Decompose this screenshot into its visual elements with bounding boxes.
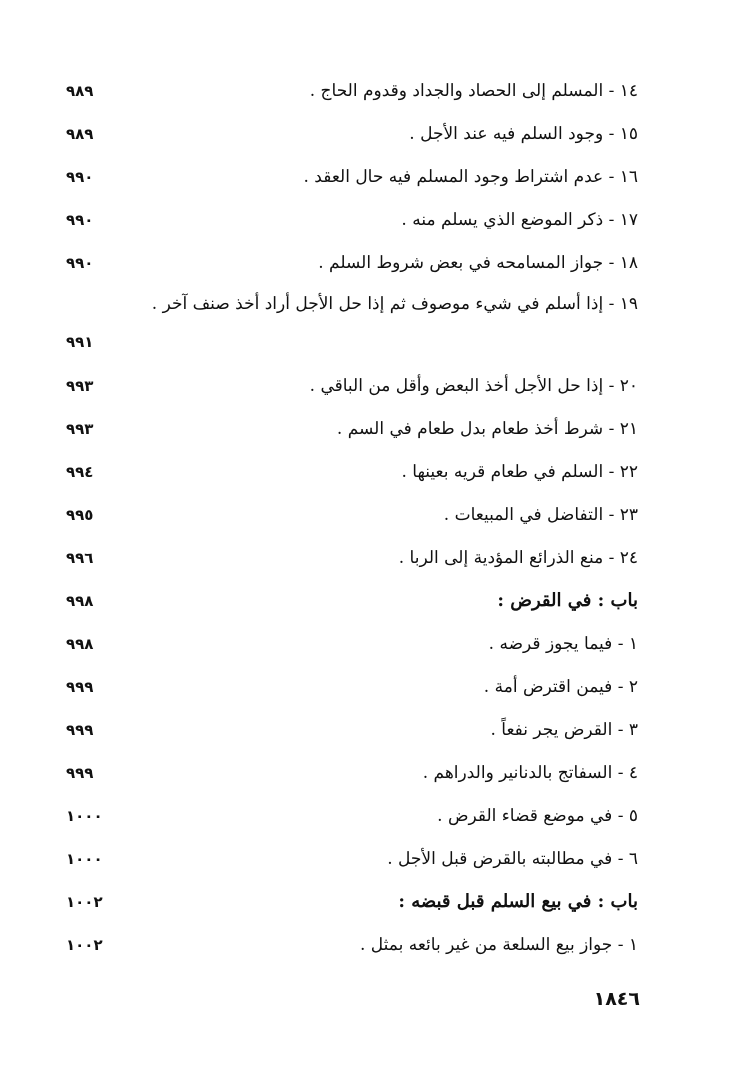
toc-row: [66, 838, 638, 881]
toc-row: [66, 709, 638, 752]
toc-row: [66, 242, 638, 285]
toc-page-number: ٩٩٠: [66, 168, 94, 186]
toc-page-number: ٩٩٣: [66, 377, 94, 395]
toc-row: [66, 924, 638, 967]
toc-section-row: [66, 881, 638, 924]
toc-section-heading: باب : في بيع السلم قبل قبضه :: [398, 891, 638, 912]
toc-row: [66, 537, 638, 580]
toc-entry-text: ١٥ - وجود السلم فيه عند الأجل .: [409, 124, 638, 144]
toc-page-number: ٩٩٩: [66, 678, 94, 696]
toc-row: [66, 408, 638, 451]
toc-entry-text: ٥ - في موضع قضاء القرض .: [437, 806, 638, 826]
toc-page-number: ٩٩٨: [66, 592, 94, 610]
toc-row: [66, 494, 638, 537]
toc-entry-text: ١ - فيما يجوز قرضه .: [488, 634, 638, 654]
toc-page-number: ٩٩٠: [66, 254, 94, 272]
toc-page-number: ١٠٠٠: [66, 807, 103, 825]
toc-entry-text: ٢١ - شرط أخذ طعام بدل طعام في السم .: [336, 419, 638, 439]
toc-page-number: ٩٨٩: [66, 82, 94, 100]
toc-entry-text: ٣ - القرض يجر نفعاً .: [490, 720, 638, 740]
toc-page-number: ٩٩٦: [66, 549, 94, 567]
toc-row: [66, 623, 638, 666]
toc-entry-text: ٢٢ - السلم في طعام قريه بعينها .: [401, 462, 638, 482]
toc-entry-text: ٦ - في مطالبته بالقرض قبل الأجل .: [387, 849, 638, 869]
toc-page-number: ١٠٠٠: [66, 850, 103, 868]
toc-entry-text: ١ - جواز بيع السلعة من غير بائعه بمثل .: [359, 935, 638, 955]
toc-page-number: ١٠٠٢: [66, 893, 103, 911]
toc-page-number: ٩٩٩: [66, 764, 94, 782]
toc-section-heading: باب : في القرض :: [497, 590, 638, 611]
toc-page-number: ٩٨٩: [66, 125, 94, 143]
table-of-contents: [66, 70, 638, 967]
toc-page-number: ٩٩٩: [66, 721, 94, 739]
toc-row: [66, 795, 638, 838]
toc-page-number: ٩٩٥: [66, 506, 94, 524]
toc-row: [66, 113, 638, 156]
toc-row: [66, 156, 638, 199]
toc-entry-text: ١٦ - عدم اشتراط وجود المسلم فيه حال العقد .: [303, 167, 638, 187]
toc-page-number: ٩٩١: [66, 333, 94, 351]
toc-entry-text: ٢ - فيمن اقترض أمة .: [483, 677, 638, 697]
toc-entry-text: ١٩ - إذا أسلم في شيء موصوف ثم إذا حل الأجل أراد أخذ صنف آخر .: [151, 294, 638, 314]
toc-section-row: [66, 580, 638, 623]
toc-row: [66, 451, 638, 494]
toc-page-number: ١٠٠٢: [66, 936, 103, 954]
toc-page-number: ٩٩٤: [66, 463, 94, 481]
toc-page-number: ٩٩٠: [66, 211, 94, 229]
toc-page-number: ٩٩٨: [66, 635, 94, 653]
toc-row: [66, 666, 638, 709]
toc-entry-text: ٢٣ - التفاضل في المبيعات .: [443, 505, 638, 525]
toc-row: [66, 285, 638, 365]
toc-entry-text: ٢٤ - منع الذرائع المؤدية إلى الربا .: [398, 548, 638, 568]
footer-page-number: ١٨٤٦: [593, 988, 640, 1010]
toc-entry-text: ٢٠ - إذا حل الأجل أخذ البعض وأقل من الباقي .: [309, 376, 638, 396]
toc-row: [66, 752, 638, 795]
toc-entry-text: ٤ - السفاتج بالدنانير والدراهم .: [422, 763, 638, 783]
toc-entry-text: ١٨ - جواز المسامحه في بعض شروط السلم .: [318, 253, 638, 273]
toc-entry-text: ١٧ - ذكر الموضع الذي يسلم منه .: [401, 210, 638, 230]
toc-row: [66, 70, 638, 113]
toc-page-number: ٩٩٣: [66, 420, 94, 438]
toc-row: [66, 199, 638, 242]
toc-row: [66, 365, 638, 408]
toc-entry-text: ١٤ - المسلم إلى الحصاد والجداد وقدوم الحاج .: [309, 81, 638, 101]
